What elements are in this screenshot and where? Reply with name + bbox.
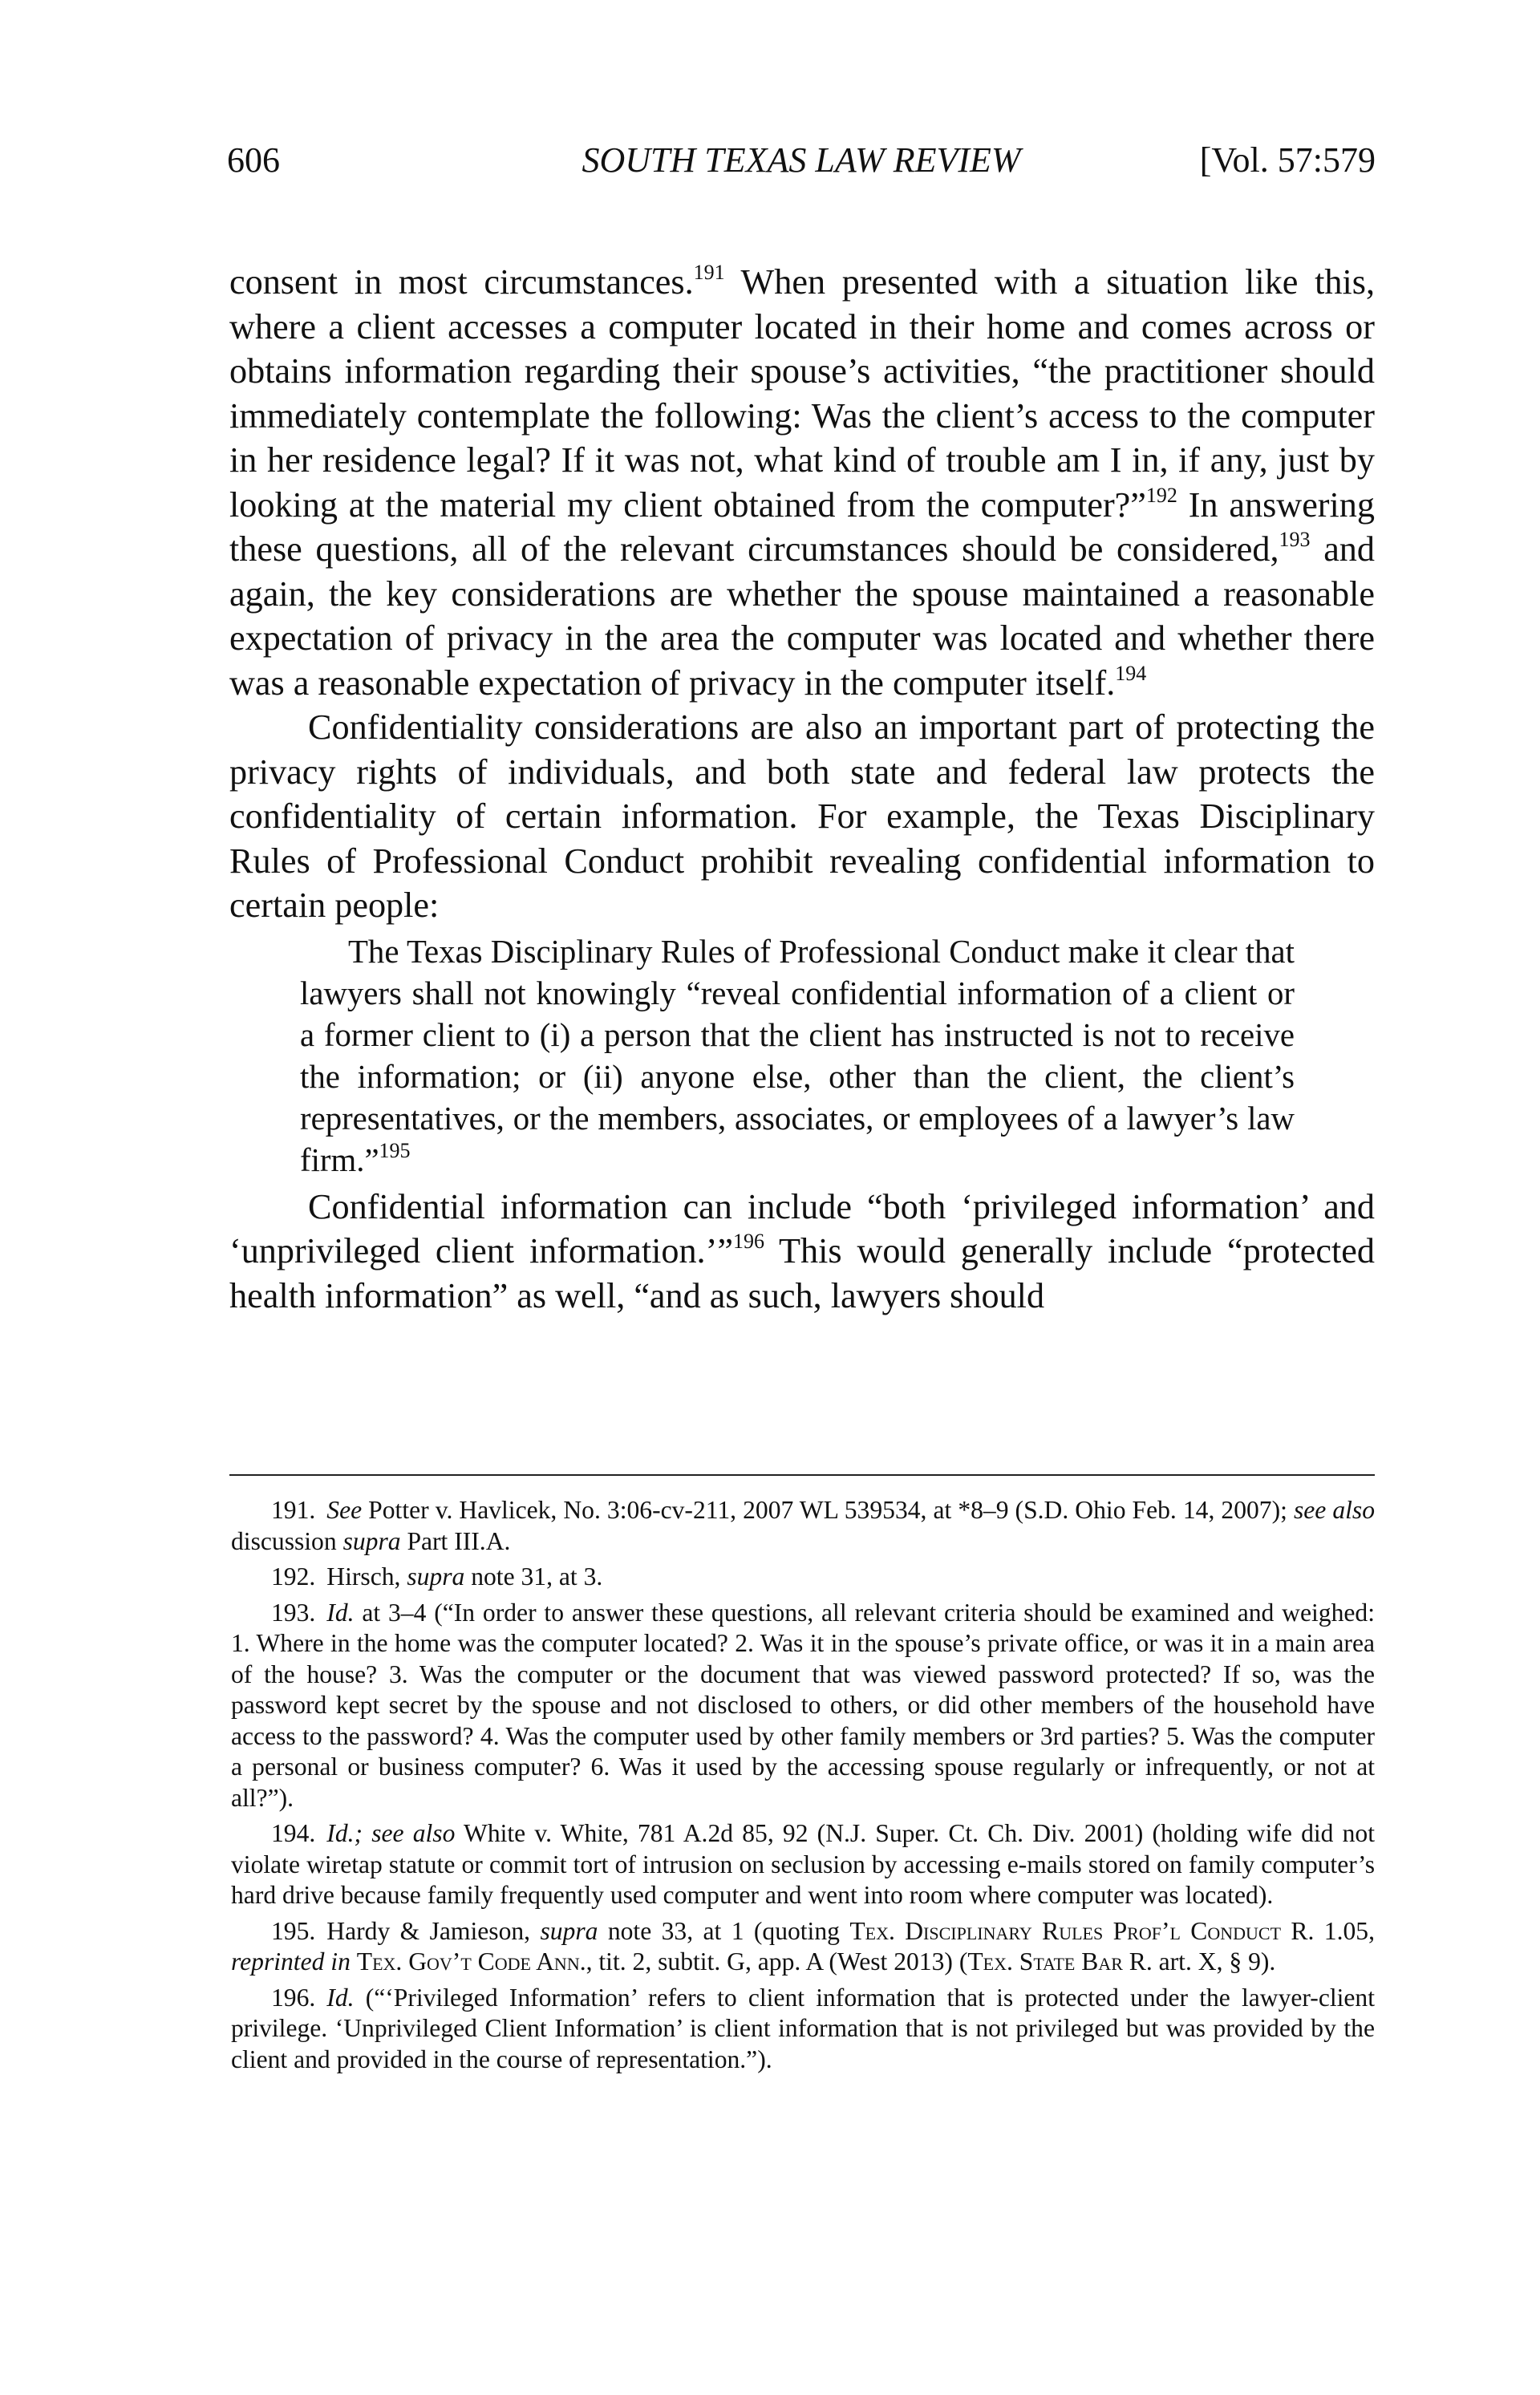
signal: supra [540, 1916, 598, 1945]
text-run: This would generally include “protected health information” as well, “and as such, lawyers should [229, 1231, 1375, 1315]
footnote-192 [231, 1562, 1375, 1593]
text-run: discussion [231, 1526, 343, 1555]
small-caps-citation: Tex. State Bar [967, 1947, 1123, 1976]
text-run: Part III.A. [400, 1526, 511, 1555]
footnote-number: 194. [271, 1819, 316, 1847]
text-run: Hardy & Jamieson, [326, 1916, 541, 1945]
paragraph-3 [229, 1185, 1375, 1319]
text-run: , tit. 2, subtit. G, app. A (West 2013) ( [586, 1947, 968, 1976]
footnote-number: 191. [271, 1496, 316, 1524]
signal: supra [407, 1562, 465, 1591]
paragraph-1 [229, 260, 1375, 705]
signal: Id. [326, 1983, 355, 2012]
signal: reprinted in [231, 1947, 351, 1976]
journal-title: SOUTH TEXAS LAW REVIEW [582, 140, 1021, 180]
main-text [229, 260, 1375, 1318]
footnote-number: 196. [271, 1983, 316, 2012]
text-run: note 33, at 1 (quoting [598, 1916, 850, 1945]
text-run: Hirsch, [326, 1562, 407, 1591]
footnote-196 [231, 1983, 1375, 2076]
volume-citation: [Vol. 57:579 [1199, 140, 1376, 180]
footnote-ref-194[interactable]: 194 [1115, 661, 1147, 685]
signal: supra [342, 1526, 401, 1555]
footnotes [231, 1495, 1375, 2080]
footnote-ref-192[interactable]: 192 [1145, 483, 1177, 507]
block-quote [300, 931, 1295, 1181]
footnote-191 [231, 1495, 1375, 1557]
footnote-ref-191[interactable]: 191 [693, 261, 725, 285]
footnote-divider [229, 1474, 1375, 1476]
text-run: and again, the key considerations are whether the spouse maintained a reasonable expectation of privacy in the area the computer was located and whether there was a reasonable expectation of privacy in the computer itself. [229, 529, 1375, 703]
footnote-194 [231, 1818, 1375, 1911]
text-run: R. art. X, § 9). [1122, 1947, 1276, 1976]
text-run: consent in most circumstances. [229, 262, 694, 302]
signal: Id. [326, 1598, 355, 1627]
running-header [227, 140, 1376, 188]
text-run: White v. White, 781 A.2d 85, 92 (N.J. Super. Ct. Ch. Div. 2001) (holding wife did not violate wiretap statute or commit tort of intrusion on seclusion by accessing e-mails stored on family computer’s hard drive because family frequently used computer and went into room where computer was located). [231, 1819, 1375, 1909]
text-run: note 31, at 3. [464, 1562, 603, 1591]
small-caps-citation: Tex. Disciplinary Rules Prof’l Conduct [849, 1916, 1282, 1945]
page-number: 606 [227, 140, 280, 180]
text-run: at 3–4 (“In order to answer these questions, all relevant criteria should be examined and weighed: 1. Where in the home was the computer located? 2. Was it in the spouse’s private office, or was it in a main area of the house? 3. Was the computer or the document that was viewed password protected? If so, was the password kept secret by the spouse and not disclosed to others, or did other members of the household have access to the password? 4. Was the computer used by other family members or 3rd parties? 5. Was the computer a personal or business computer? 6. Was it used by the accessing spouse regularly or infrequently, or not at all?”). [231, 1598, 1375, 1812]
footnote-193 [231, 1598, 1375, 1814]
signal: Id.; see also [326, 1819, 456, 1847]
text-run: R. 1.05, [1281, 1916, 1375, 1945]
signal: see also [1293, 1496, 1376, 1524]
text-run: Confidential information can include “both ‘privileged information’ and ‘unprivileged client information.’” [229, 1186, 1375, 1270]
footnote-number: 193. [271, 1598, 316, 1627]
block-quote-text: The Texas Disciplinary Rules of Professional Conduct make it clear that lawyers shall not knowingly “reveal confidential information of a client or a former client to (i) a person that the client has instructed is not to receive the information; or (ii) anyone else, other than the client, the client’s representatives, or the members, associates, or employees of a lawyer’s law firm.” [300, 933, 1295, 1178]
text-run: Potter v. Havlicek, No. 3:06-cv-211, 2007 WL 539534, at *8–9 (S.D. Ohio Feb. 14, 2007); [362, 1496, 1294, 1524]
signal: See [326, 1496, 363, 1524]
footnote-number: 195. [271, 1916, 316, 1945]
footnote-ref-193[interactable]: 193 [1279, 528, 1311, 552]
text-run: When presented with a situation like this, where a client accesses a computer located in their home and comes across or obtains information regarding their spouse’s activities, “the practitioner should immediately contemplate the following: Was the client’s access to the computer in her residence legal? If it was not, what kind of trouble am I in, if any, just by looking at the material my client obtained from the computer?” [229, 262, 1375, 525]
footnote-ref-195[interactable]: 195 [379, 1138, 411, 1162]
paragraph-2: Confidentiality considerations are also an important part of protecting the privacy rights of individuals, and both state and federal law protects the confidentiality of certain information. For example, the Texas Disciplinary Rules of Professional Conduct prohibit revealing confidential information to certain people: [229, 707, 1375, 925]
footnote-195 [231, 1916, 1375, 1978]
text-run: In answering these questions, all of the relevant circumstances should be considered, [229, 484, 1375, 569]
text-run: (“‘Privileged Information’ refers to client information that is protected under the lawyer-client privilege. ‘Unprivileged Client Information’ is client information that is not privileged but was provided by the client and provided in the course of representation.”). [231, 1983, 1375, 2073]
footnote-ref-196[interactable]: 196 [732, 1230, 764, 1254]
small-caps-citation: Tex. Gov’t Code Ann. [356, 1947, 586, 1976]
text-run [351, 1947, 357, 1976]
footnote-number: 192. [271, 1562, 316, 1591]
